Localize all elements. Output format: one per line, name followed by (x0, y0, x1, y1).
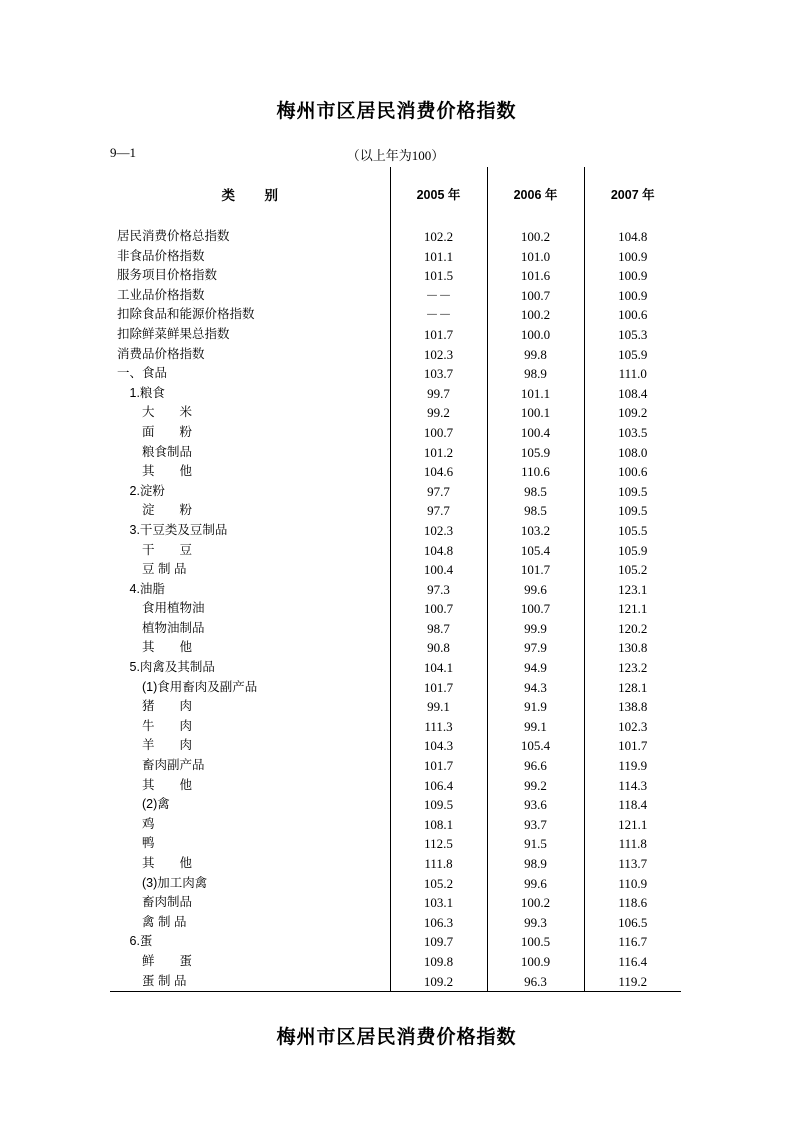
table-row (110, 815, 681, 835)
table-row (110, 345, 681, 365)
row-value: 101.2 (390, 443, 487, 463)
row-value: 99.6 (487, 580, 584, 600)
row-value: 101.1 (390, 247, 487, 267)
row-value: 97.7 (390, 501, 487, 521)
row-value: 98.9 (487, 854, 584, 874)
row-value: 100.7 (390, 599, 487, 619)
row-label: 其 他 (110, 462, 390, 482)
row-value: 100.0 (487, 325, 584, 345)
table-bottom-rule (110, 991, 681, 992)
row-value: 96.3 (487, 972, 584, 992)
row-label: 5.肉禽及其制品 (110, 658, 390, 678)
row-value: 100.9 (618, 268, 648, 284)
table-row (110, 599, 681, 619)
row-value: 120.2 (618, 620, 648, 636)
row-value: 91.5 (487, 834, 584, 854)
row-value: 105.4 (487, 736, 584, 756)
row-value: 108.4 (618, 385, 648, 401)
row-label: 猪 肉 (110, 697, 390, 717)
row-value: 128.1 (618, 679, 648, 695)
row-label: 2.淀粉 (110, 482, 390, 502)
table-row (110, 403, 681, 423)
row-label: 大 米 (110, 403, 390, 423)
row-value: 99.9 (487, 619, 584, 639)
row-value: －－ (390, 286, 487, 306)
table-row (110, 893, 681, 913)
column-header-2006: 2006 年 (487, 167, 584, 221)
row-value: 102.2 (390, 221, 487, 247)
row-value: 111.8 (618, 836, 647, 852)
table-header (110, 167, 681, 221)
table-row (110, 736, 681, 756)
row-value: 98.5 (487, 482, 584, 502)
row-label: 工业品价格指数 (110, 286, 390, 306)
row-label: 扣除食品和能源价格指数 (110, 305, 390, 325)
row-label: 粮食制品 (110, 443, 390, 463)
table-row (110, 717, 681, 737)
row-label: 羊 肉 (110, 736, 390, 756)
row-label: 植物油制品 (110, 619, 390, 639)
table-row (110, 756, 681, 776)
row-value: 101.7 (618, 738, 648, 754)
row-value: 104.3 (390, 736, 487, 756)
row-label: 干 豆 (110, 541, 390, 561)
row-value: 114.3 (618, 777, 648, 793)
row-value: 100.6 (618, 464, 648, 480)
row-value: 99.6 (487, 874, 584, 894)
row-value: 99.1 (487, 717, 584, 737)
row-value: 116.4 (618, 953, 648, 969)
row-value: 109.8 (390, 952, 487, 972)
row-value: 106.5 (618, 914, 648, 930)
row-value: 103.1 (390, 893, 487, 913)
row-value: 105.9 (618, 346, 648, 362)
row-value: 101.0 (487, 247, 584, 267)
row-value: 93.7 (487, 815, 584, 835)
row-value: 101.5 (390, 266, 487, 286)
row-value: 100.7 (390, 423, 487, 443)
row-value: 98.5 (487, 501, 584, 521)
row-label: 1.粮食 (110, 384, 390, 404)
row-value: 109.2 (390, 972, 487, 992)
column-header-2007: 2007 年 (610, 188, 655, 202)
row-value: 105.9 (618, 542, 648, 558)
row-label: 服务项目价格指数 (110, 266, 390, 286)
table-row (110, 541, 681, 561)
table-row (110, 795, 681, 815)
row-value: 97.9 (487, 638, 584, 658)
row-value: 106.3 (390, 913, 487, 933)
price-index-table (110, 167, 681, 991)
table-row (110, 874, 681, 894)
row-value: 105.2 (390, 874, 487, 894)
row-value: 116.7 (618, 934, 648, 950)
table-row (110, 932, 681, 952)
table-row (110, 638, 681, 658)
row-value: 96.6 (487, 756, 584, 776)
row-value: 100.5 (487, 932, 584, 952)
row-value: 121.1 (618, 601, 648, 617)
table-row (110, 423, 681, 443)
row-value: 109.2 (618, 405, 648, 421)
table-row (110, 678, 681, 698)
row-value: 102.3 (390, 521, 487, 541)
row-value: 100.2 (487, 305, 584, 325)
row-value: 101.7 (390, 325, 487, 345)
row-value: 104.8 (618, 229, 648, 244)
row-value: 102.3 (618, 718, 648, 734)
row-value: 100.4 (390, 560, 487, 580)
row-label: (2)禽 (110, 795, 390, 815)
row-label: 6.蛋 (110, 932, 390, 952)
row-value: －－ (390, 305, 487, 325)
row-label: 其 他 (110, 638, 390, 658)
table-row (110, 854, 681, 874)
row-value: 104.6 (390, 462, 487, 482)
row-label: 鸡 (110, 815, 390, 835)
row-value: 100.9 (618, 287, 648, 303)
row-value: 104.8 (390, 541, 487, 561)
table-row (110, 697, 681, 717)
row-label: 豆 制 品 (110, 560, 390, 580)
row-value: 97.3 (390, 580, 487, 600)
row-value: 101.6 (487, 266, 584, 286)
table-row (110, 580, 681, 600)
row-value: 119.2 (618, 973, 648, 989)
row-value: 110.6 (487, 462, 584, 482)
row-value: 111.8 (390, 854, 487, 874)
row-value: 119.9 (618, 758, 648, 774)
row-value: 112.5 (390, 834, 487, 854)
row-value: 97.7 (390, 482, 487, 502)
row-value: 98.9 (487, 364, 584, 384)
table-row (110, 286, 681, 306)
row-value: 118.4 (618, 797, 648, 813)
row-value: 105.5 (618, 522, 648, 538)
row-value: 105.4 (487, 541, 584, 561)
row-value: 94.9 (487, 658, 584, 678)
row-value: 93.6 (487, 795, 584, 815)
row-value: 106.4 (390, 776, 487, 796)
row-label: 鲜 蛋 (110, 952, 390, 972)
row-value: 111.3 (390, 717, 487, 737)
row-label: 其 他 (110, 776, 390, 796)
row-value: 105.9 (487, 443, 584, 463)
table-row (110, 221, 681, 247)
row-label: 4.油脂 (110, 580, 390, 600)
table-row (110, 972, 681, 992)
row-value: 90.8 (390, 638, 487, 658)
row-label: 居民消费价格总指数 (110, 221, 390, 247)
row-value: 100.2 (487, 893, 584, 913)
table-row (110, 364, 681, 384)
table-row (110, 305, 681, 325)
row-value: 100.6 (618, 307, 648, 323)
row-value: 99.7 (390, 384, 487, 404)
row-value: 100.9 (487, 952, 584, 972)
row-value: 99.3 (487, 913, 584, 933)
table-body (110, 221, 681, 991)
row-value: 102.3 (390, 345, 487, 365)
table-row (110, 462, 681, 482)
table-row (110, 560, 681, 580)
row-value: 94.3 (487, 678, 584, 698)
table-row (110, 952, 681, 972)
table-row (110, 501, 681, 521)
row-value: 108.0 (618, 444, 648, 460)
row-value: 105.2 (618, 562, 648, 578)
row-label: 淀 粉 (110, 501, 390, 521)
table-row (110, 247, 681, 267)
table-row (110, 482, 681, 502)
unit-note: （以上年为100） (346, 148, 445, 163)
row-label: (3)加工肉禽 (110, 874, 390, 894)
row-label: 一、食品 (110, 364, 390, 384)
row-value: 109.5 (390, 795, 487, 815)
row-value: 98.7 (390, 619, 487, 639)
table-row (110, 913, 681, 933)
row-value: 99.2 (487, 776, 584, 796)
row-value: 100.2 (487, 221, 584, 247)
row-value: 103.2 (487, 521, 584, 541)
row-value: 121.1 (618, 816, 648, 832)
table-row (110, 834, 681, 854)
row-value: 100.7 (487, 599, 584, 619)
row-label: 非食品价格指数 (110, 247, 390, 267)
row-label: 面 粉 (110, 423, 390, 443)
row-label: (1)食用畜肉及副产品 (110, 678, 390, 698)
row-label: 其 他 (110, 854, 390, 874)
row-value: 91.9 (487, 697, 584, 717)
row-label: 蛋 制 品 (110, 972, 390, 992)
row-value: 110.9 (618, 875, 648, 891)
row-value: 99.1 (390, 697, 487, 717)
row-label: 3.干豆类及豆制品 (110, 521, 390, 541)
row-value: 101.7 (487, 560, 584, 580)
footer-title: 梅州市区居民消费价格指数 (276, 1027, 517, 1049)
row-value: 104.1 (390, 658, 487, 678)
table-row (110, 384, 681, 404)
row-label: 牛 肉 (110, 717, 390, 737)
table-row (110, 521, 681, 541)
row-value: 109.7 (390, 932, 487, 952)
row-value: 100.9 (618, 248, 648, 264)
row-value: 118.6 (618, 895, 648, 911)
row-value: 100.1 (487, 403, 584, 423)
row-value: 100.4 (487, 423, 584, 443)
row-value: 100.7 (487, 286, 584, 306)
table-subhead (110, 145, 681, 163)
row-label: 食用植物油 (110, 599, 390, 619)
row-value: 101.7 (390, 756, 487, 776)
table-code: 9—1 (110, 145, 136, 160)
table-row (110, 619, 681, 639)
row-value: 108.1 (390, 815, 487, 835)
table-row (110, 658, 681, 678)
row-label: 消费品价格指数 (110, 345, 390, 365)
table-row (110, 776, 681, 796)
row-value: 105.3 (618, 326, 648, 342)
row-value: 113.7 (618, 856, 648, 871)
table-row (110, 266, 681, 286)
row-label: 畜肉副产品 (110, 756, 390, 776)
row-value: 109.5 (618, 483, 648, 499)
column-header-2005: 2005 年 (390, 167, 487, 221)
row-value: 138.8 (618, 699, 648, 715)
row-value: 101.7 (390, 678, 487, 698)
page-title: 梅州市区居民消费价格指数 (276, 101, 517, 122)
row-value: 99.2 (390, 403, 487, 423)
table-row (110, 443, 681, 463)
row-label: 畜肉制品 (110, 893, 390, 913)
row-label: 禽 制 品 (110, 913, 390, 933)
row-label: 鸭 (110, 834, 390, 854)
row-value: 101.1 (487, 384, 584, 404)
row-label: 扣除鲜菜鲜果总指数 (110, 325, 390, 345)
row-value: 123.1 (618, 581, 648, 597)
row-value: 111.0 (618, 366, 647, 382)
row-value: 99.8 (487, 345, 584, 365)
row-value: 130.8 (618, 640, 648, 656)
row-value: 109.5 (618, 503, 648, 519)
row-value: 103.7 (390, 364, 487, 384)
column-header-category: 类 别 (110, 167, 390, 221)
table-row (110, 325, 681, 345)
row-value: 103.5 (618, 424, 648, 440)
row-value: 123.2 (618, 660, 648, 676)
